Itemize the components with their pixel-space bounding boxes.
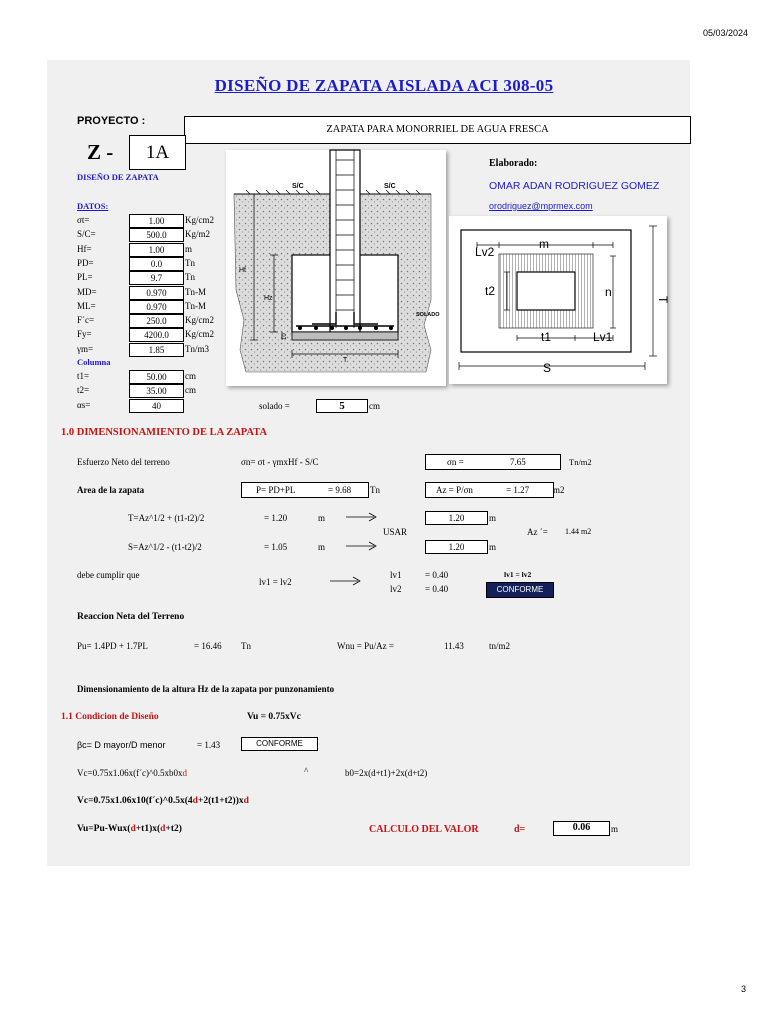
datos-row-label: σt= bbox=[77, 215, 90, 225]
s-unit: m bbox=[318, 542, 326, 552]
columna-row-unit: cm bbox=[185, 371, 196, 381]
cumplir-label: debe cumplir que bbox=[77, 570, 140, 580]
datos-row-unit: Kg/cm2 bbox=[185, 215, 214, 225]
plan-lv2: Lv2 bbox=[475, 245, 495, 259]
s-value: = 1.05 bbox=[264, 542, 288, 552]
columna-row-label: t2= bbox=[77, 385, 90, 396]
columna-row-label: αs= bbox=[77, 399, 91, 410]
lv-conforme-badge: CONFORME bbox=[486, 582, 554, 598]
beta-conforme-badge: CONFORME bbox=[241, 737, 318, 751]
t-use-value: 1.20 bbox=[425, 511, 488, 525]
wnu-value: 11.43 bbox=[444, 641, 464, 651]
lv1-value: = 0.40 bbox=[425, 570, 449, 580]
datos-row-value: 0.970 bbox=[129, 300, 184, 314]
plan-n: n bbox=[605, 285, 612, 299]
plan-T: T bbox=[656, 296, 670, 304]
columna-header: Columna bbox=[77, 357, 111, 367]
project-name: ZAPATA PARA MONORRIEL DE AGUA FRESCA bbox=[184, 116, 691, 144]
t-use-unit: m bbox=[489, 513, 497, 523]
plan-t1: t1 bbox=[541, 330, 552, 344]
datos-row-unit: m bbox=[185, 243, 193, 254]
datos-row-value: 1.85 bbox=[129, 343, 184, 357]
datos-row-value: 0.970 bbox=[129, 286, 184, 300]
elev-hf: Hf bbox=[239, 267, 246, 274]
t-formula: T=Az^1/2 + (t1-t2)/2 bbox=[128, 513, 205, 523]
datos-row-label: γm= bbox=[77, 343, 94, 354]
plan-lv1: Lv1 bbox=[593, 330, 613, 344]
section-1-title: 1.0 DIMENSIONAMIENTO DE LA ZAPATA bbox=[61, 427, 268, 438]
author-email[interactable]: orodriguez@mprmex.com bbox=[489, 201, 593, 211]
solado-unit: cm bbox=[369, 401, 380, 411]
lv1-label: lv1 bbox=[390, 570, 402, 580]
datos-row-label: S/C= bbox=[77, 229, 96, 240]
datos-row-label: MD= bbox=[77, 286, 97, 297]
d-unit: m bbox=[611, 824, 619, 834]
d-value: 0.06 bbox=[553, 821, 610, 836]
elev-t: T bbox=[343, 357, 348, 364]
columna-row-value: 50.00 bbox=[129, 370, 184, 384]
footing-id: 1A bbox=[129, 135, 186, 170]
p-unit: Tn bbox=[370, 485, 380, 495]
section-label: DISEÑO DE ZAPATA bbox=[77, 172, 159, 182]
plan-S: S bbox=[543, 361, 552, 375]
datos-row-value: 1.00 bbox=[129, 243, 184, 257]
reaccion-title: Reaccion Neta del Terreno bbox=[77, 612, 185, 622]
dimensionamiento-title: Dimensionamiento de la altura Hz de la zapata por punzonamiento bbox=[77, 684, 335, 694]
datos-row-value: 4200.0 bbox=[129, 328, 184, 342]
datos-row-unit: Tn/m3 bbox=[185, 343, 209, 354]
datos-row-value: 0.0 bbox=[129, 257, 184, 271]
datos-row-label: PL= bbox=[77, 272, 93, 283]
datos-row-value: 250.0 bbox=[129, 314, 184, 328]
document-title: DISEÑO DE ZAPATA AISLADA ACI 308-05 bbox=[214, 76, 554, 95]
sn-value: 7.65 bbox=[510, 457, 526, 467]
az2-label: Az ´= bbox=[527, 527, 548, 537]
datos-row-unit: Tn-M bbox=[185, 300, 206, 311]
lv2-label: lv2 bbox=[390, 584, 402, 594]
caret-mark: ^ bbox=[304, 766, 309, 776]
columna-row-label: t1= bbox=[77, 371, 90, 381]
wnu-formula: Wnu = Pu/Az = bbox=[337, 641, 394, 651]
t-unit: m bbox=[318, 513, 326, 523]
elev-ten: 10 bbox=[282, 333, 288, 340]
s-formula: S=Az^1/2 - (t1-t2)/2 bbox=[128, 542, 202, 552]
datos-row-value: 9.7 bbox=[129, 271, 184, 285]
elev-solado: SOLADO bbox=[416, 312, 440, 318]
pu-unit: Tn bbox=[241, 641, 251, 651]
plan-m: m bbox=[539, 237, 549, 251]
p-formula: P= PD+PL bbox=[256, 485, 296, 495]
columna-row-unit: cm bbox=[185, 385, 196, 396]
beta-label: βc= D mayor/D menor bbox=[77, 740, 166, 750]
datos-row-unit: Tn bbox=[185, 272, 195, 283]
footing-prefix: Z - bbox=[87, 140, 114, 164]
datos-row-unit: Kg/cm2 bbox=[185, 329, 214, 340]
area-label: Area de la zapata bbox=[77, 485, 145, 495]
lv-equation: lv1 = lv2 bbox=[259, 577, 292, 587]
footing-elevation-drawing bbox=[226, 150, 446, 386]
elev-hz: Hz bbox=[264, 295, 273, 302]
footing-plan-figure bbox=[449, 216, 670, 384]
page-date: 05/03/2024 bbox=[702, 28, 748, 38]
wnu-unit: tn/m2 bbox=[489, 641, 511, 651]
sn-label: σn = bbox=[447, 457, 464, 467]
datos-row-label: PD= bbox=[77, 257, 94, 268]
s-use-value: 1.20 bbox=[425, 540, 488, 554]
sn-unit: Tn/m2 bbox=[569, 457, 592, 467]
datos-row-label: ML= bbox=[77, 300, 96, 311]
datos-row-unit: Tn-M bbox=[185, 286, 206, 297]
solado-label: solado = bbox=[259, 401, 290, 411]
neto-formula: σn= σt - γmxHf - S/C bbox=[241, 457, 319, 467]
s-arrow-icon bbox=[346, 541, 378, 551]
pu-formula: Pu= 1.4PD + 1.7PL bbox=[77, 641, 148, 651]
datos-row-label: Fy= bbox=[77, 329, 92, 340]
footing-plan-drawing bbox=[449, 216, 670, 384]
datos-row-unit: Kg/m2 bbox=[185, 229, 211, 240]
sn-box bbox=[425, 454, 561, 470]
datos-row-value: 500.0 bbox=[129, 228, 184, 242]
usar-label: USAR bbox=[383, 527, 408, 537]
author-label: Elaborado: bbox=[489, 158, 538, 169]
footing-elevation-figure bbox=[226, 150, 446, 386]
p-value: = 9.68 bbox=[328, 485, 352, 495]
s-use-unit: m bbox=[489, 542, 497, 552]
page-number: 3 bbox=[740, 984, 746, 994]
columna-row-value: 40 bbox=[129, 399, 184, 413]
vc-formula-1: Vc=0.75x1.06x(f´c)^0.5xb0xd bbox=[77, 768, 188, 778]
lv-arrow-icon bbox=[330, 576, 362, 586]
datos-header: DATOS: bbox=[77, 201, 109, 211]
datos-row-value: 1.00 bbox=[129, 214, 184, 228]
az-unit: m2 bbox=[553, 485, 565, 495]
vc-formula-2: Vc=0.75x1.06x10(f´c)^0.5x(4d+2(t1+t2))xd bbox=[77, 796, 249, 806]
az2-value: 1.44 m2 bbox=[565, 527, 592, 536]
elev-sc-right: S/C bbox=[384, 183, 396, 190]
datos-row-unit: Tn bbox=[185, 257, 195, 268]
az-formula: Az = P/σn bbox=[436, 485, 473, 495]
section-1-1-title: 1.1 Condicion de Diseño bbox=[61, 712, 159, 722]
t-arrow-icon bbox=[346, 512, 378, 522]
lv-check-label: lv1 = lv2 bbox=[504, 570, 532, 579]
plan-t2: t2 bbox=[485, 284, 496, 298]
vu-condition: Vu = 0.75xVc bbox=[247, 712, 301, 722]
vu-formula: Vu=Pu-Wux(d+t1)x(d+t2) bbox=[77, 824, 182, 834]
b0-formula: b0=2x(d+t1)+2x(d+t2) bbox=[345, 768, 428, 778]
d-label: d= bbox=[514, 824, 526, 835]
neto-label: Esfuerzo Neto del terreno bbox=[77, 457, 170, 467]
beta-value: = 1.43 bbox=[197, 740, 221, 750]
project-label: PROYECTO : bbox=[77, 115, 146, 127]
lv2-value: = 0.40 bbox=[425, 584, 449, 594]
datos-row-unit: Kg/cm2 bbox=[185, 315, 214, 326]
pu-value: = 16.46 bbox=[194, 641, 222, 651]
elev-sc-left: S/C bbox=[292, 183, 304, 190]
calc-label: CALCULO DEL VALOR bbox=[369, 824, 479, 835]
author-name: OMAR ADAN RODRIGUEZ GOMEZ bbox=[489, 180, 660, 192]
solado-value: 5 bbox=[316, 399, 368, 413]
az-value: = 1.27 bbox=[506, 485, 530, 495]
datos-row-label: F´c= bbox=[77, 315, 95, 326]
columna-row-value: 35.00 bbox=[129, 384, 184, 398]
datos-row-label: Hf= bbox=[77, 243, 92, 254]
t-value: = 1.20 bbox=[264, 513, 288, 523]
